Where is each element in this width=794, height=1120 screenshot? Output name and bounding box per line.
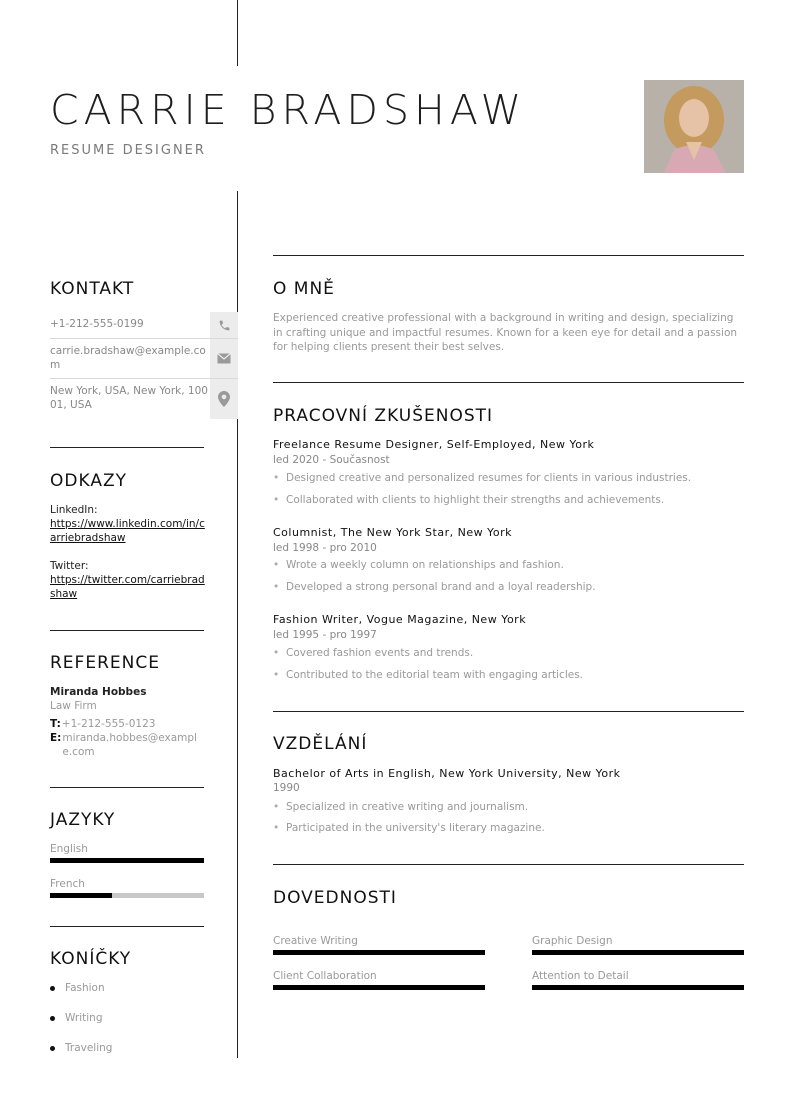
contact-heading: KONTAKT	[50, 279, 135, 299]
section-divider	[50, 630, 204, 631]
skills-heading: DOVEDNOSTI	[273, 888, 397, 908]
profile-photo	[644, 80, 744, 173]
language-name: French	[50, 878, 85, 890]
skill-name: Client Collaboration	[273, 970, 377, 982]
about-text: Experienced creative professional with a background in writing and design, specializing in crafting unique and impactful resumes. Known for a keen eye for detail and a passion for helping clients present their best selves.	[273, 312, 738, 353]
candidate-title: RESUME DESIGNER	[50, 143, 206, 158]
reference-phone-row	[50, 717, 206, 731]
links-heading: ODKAZY	[50, 471, 127, 491]
skill-level-bar	[273, 985, 485, 990]
vertical-divider-top	[237, 0, 238, 66]
contact-address: New York, USA, New York, 10001, USA	[50, 385, 208, 411]
experience-heading: PRACOVNÍ ZKUŠENOSTI	[273, 406, 494, 426]
reference-company: Law Firm	[50, 700, 97, 712]
phone-icon	[210, 312, 238, 338]
about-heading: O MNĚ	[273, 279, 335, 299]
section-divider	[50, 926, 204, 927]
skill-name: Attention to Detail	[532, 970, 629, 982]
education-bullet: • Specialized in creative writing and journalism.	[273, 801, 528, 813]
job-bullet: • Developed a strong personal brand and a loyal readership.	[273, 581, 596, 593]
skill-level-fill	[273, 985, 485, 990]
language-level-bar	[50, 858, 204, 863]
bullet-dot-icon	[50, 986, 55, 991]
twitter-link[interactable]: https://twitter.com/carriebradshaw	[50, 574, 205, 600]
skill-level-bar	[532, 950, 744, 955]
reference-name: Miranda Hobbes	[50, 686, 147, 698]
reference-email-label: E:	[50, 732, 62, 744]
job-date: led 2020 - Současnost	[273, 454, 390, 466]
education-year: 1990	[273, 782, 300, 794]
job-bullet: • Covered fashion events and trends.	[273, 647, 473, 659]
section-divider	[273, 711, 744, 712]
hobby-item	[50, 1012, 103, 1024]
education-heading: VZDĚLÁNÍ	[273, 734, 368, 754]
contact-address-row	[50, 379, 238, 419]
hobby-item	[50, 1042, 112, 1054]
skill-level-fill	[532, 950, 744, 955]
languages-heading: JAZYKY	[50, 810, 116, 830]
linkedin-label: LinkedIn:	[50, 504, 98, 516]
candidate-name: CARRIE BRADSHAW	[50, 86, 527, 134]
skill-level-bar	[532, 985, 744, 990]
reference-phone-label: T:	[50, 718, 61, 730]
job-title: Fashion Writer, Vogue Magazine, New York	[273, 613, 527, 626]
job-title: Freelance Resume Designer, Self-Employed, New York	[273, 438, 595, 451]
language-level-fill	[50, 893, 112, 898]
language-level-bar	[50, 893, 204, 898]
envelope-icon	[210, 339, 238, 378]
hobbies-heading: KONÍČKY	[50, 949, 132, 969]
education-degree: Bachelor of Arts in English, New York University, New York	[273, 767, 621, 780]
contact-email: carrie.bradshaw@example.com	[50, 345, 206, 371]
hobby-label: Fashion	[65, 982, 105, 994]
hobby-item	[50, 982, 105, 994]
job-bullet: • Contributed to the editorial team with engaging articles.	[273, 669, 583, 681]
job-bullet: • Collaborated with clients to highlight their strengths and achievements.	[273, 494, 664, 506]
skill-level-fill	[532, 985, 744, 990]
section-divider	[273, 864, 744, 865]
job-bullet: • Designed creative and personalized resumes for clients in various industries.	[273, 472, 691, 484]
education-bullet: • Participated in the university's literary magazine.	[273, 822, 545, 834]
linkedin-link[interactable]: https://www.linkedin.com/in/carriebradshaw	[50, 518, 205, 544]
job-date: led 1998 - pro 2010	[273, 542, 377, 554]
bullet-dot-icon	[50, 1046, 55, 1051]
hobby-label: Writing	[65, 1012, 103, 1024]
twitter-label: Twitter:	[50, 560, 89, 572]
job-date: led 1995 - pro 1997	[273, 629, 377, 641]
hobby-label: Traveling	[65, 1042, 113, 1054]
portrait-image	[644, 80, 744, 173]
language-level-fill	[50, 858, 204, 863]
contact-phone-row	[50, 312, 238, 339]
section-divider	[273, 382, 744, 383]
reference-email: miranda.hobbes@example.com	[62, 732, 197, 758]
job-title: Columnist, The New York Star, New York	[273, 526, 512, 539]
section-divider	[273, 255, 744, 256]
contact-email-row	[50, 339, 238, 379]
contact-phone: +1-212-555-0199	[50, 318, 144, 330]
skill-level-fill	[273, 950, 485, 955]
reference-email-row	[50, 731, 206, 759]
skill-name: Graphic Design	[532, 935, 613, 947]
section-divider	[50, 447, 204, 448]
job-bullet: • Wrote a weekly column on relationships and fashion.	[273, 559, 564, 571]
map-pin-icon	[210, 379, 238, 419]
section-divider	[50, 787, 204, 788]
reference-heading: REFERENCE	[50, 653, 160, 673]
skill-level-bar	[273, 950, 485, 955]
bullet-dot-icon	[50, 1016, 55, 1021]
skill-name: Creative Writing	[273, 935, 358, 947]
reference-phone: +1-212-555-0123	[61, 718, 156, 730]
language-name: English	[50, 843, 88, 855]
